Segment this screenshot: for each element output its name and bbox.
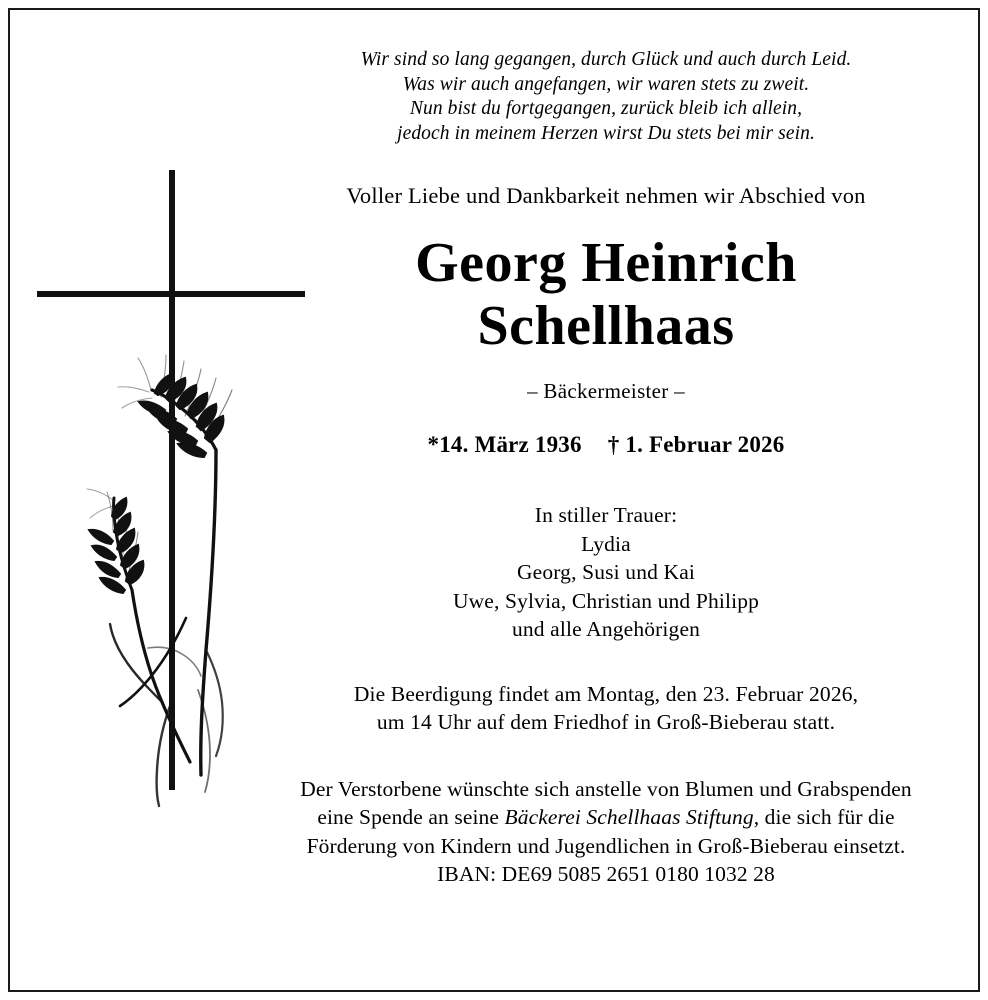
birth-date: *14. März 1936 xyxy=(427,432,582,458)
poem-line-1: Wir sind so lang gegangen, durch Glück und auch durch Leid. xyxy=(360,49,852,70)
life-dates xyxy=(236,431,976,459)
mourner-line: und alle Angehörigen xyxy=(511,617,701,642)
deceased-name xyxy=(236,232,976,358)
iban-line: IBAN: DE69 5085 2651 0180 1032 28 xyxy=(437,862,775,887)
donation-line-1: Der Verstorbene wünschte sich anstelle von Blumen und Grabspenden xyxy=(300,776,912,801)
notice-text-column xyxy=(236,48,976,889)
funeral-details xyxy=(236,680,976,737)
memorial-poem xyxy=(236,48,976,146)
mourners-heading: In stiller Trauer: xyxy=(534,503,678,528)
profession-line: – Bäckermeister – xyxy=(527,379,685,404)
donation-line-3: Förderung von Kindern und Jugendlichen in Groß-Bieberau einsetzt. xyxy=(306,833,906,858)
surname: Schellhaas xyxy=(477,295,735,358)
wheat-ears-icon xyxy=(87,355,232,806)
donation-line-2-after: , die sich für die xyxy=(753,805,895,830)
poem-line-2: Was wir auch angefangen, wir waren stets zu zweit. xyxy=(402,73,810,95)
mourner-line: Uwe, Sylvia, Christian und Philipp xyxy=(452,588,760,613)
mourner-line: Georg, Susi und Kai xyxy=(516,560,696,585)
given-names: Georg Heinrich xyxy=(415,232,797,295)
intro-line: Voller Liebe und Dankbarkeit nehmen wir Abschied von xyxy=(346,183,866,209)
mourners-block xyxy=(236,501,976,644)
death-date: † 1. Februar 2026 xyxy=(607,432,785,458)
poem-line-4: jedoch in meinem Herzen wirst Du stets bei mir sein. xyxy=(397,122,815,144)
foundation-name: Bäckerei Schellhaas Stiftung xyxy=(504,805,754,830)
donation-line-2-before: eine Spende an seine xyxy=(317,805,505,830)
funeral-line-2: um 14 Uhr auf dem Friedhof in Groß-Bieberau statt. xyxy=(376,710,836,735)
funeral-line-1: Die Beerdigung findet am Montag, den 23. Februar 2026, xyxy=(353,681,859,706)
donation-request xyxy=(236,775,976,889)
mourner-line: Lydia xyxy=(581,531,631,556)
donation-line-2 xyxy=(236,803,976,832)
poem-line-3: Nun bist du fortgegangen, zurück bleib ich allein, xyxy=(409,98,803,120)
